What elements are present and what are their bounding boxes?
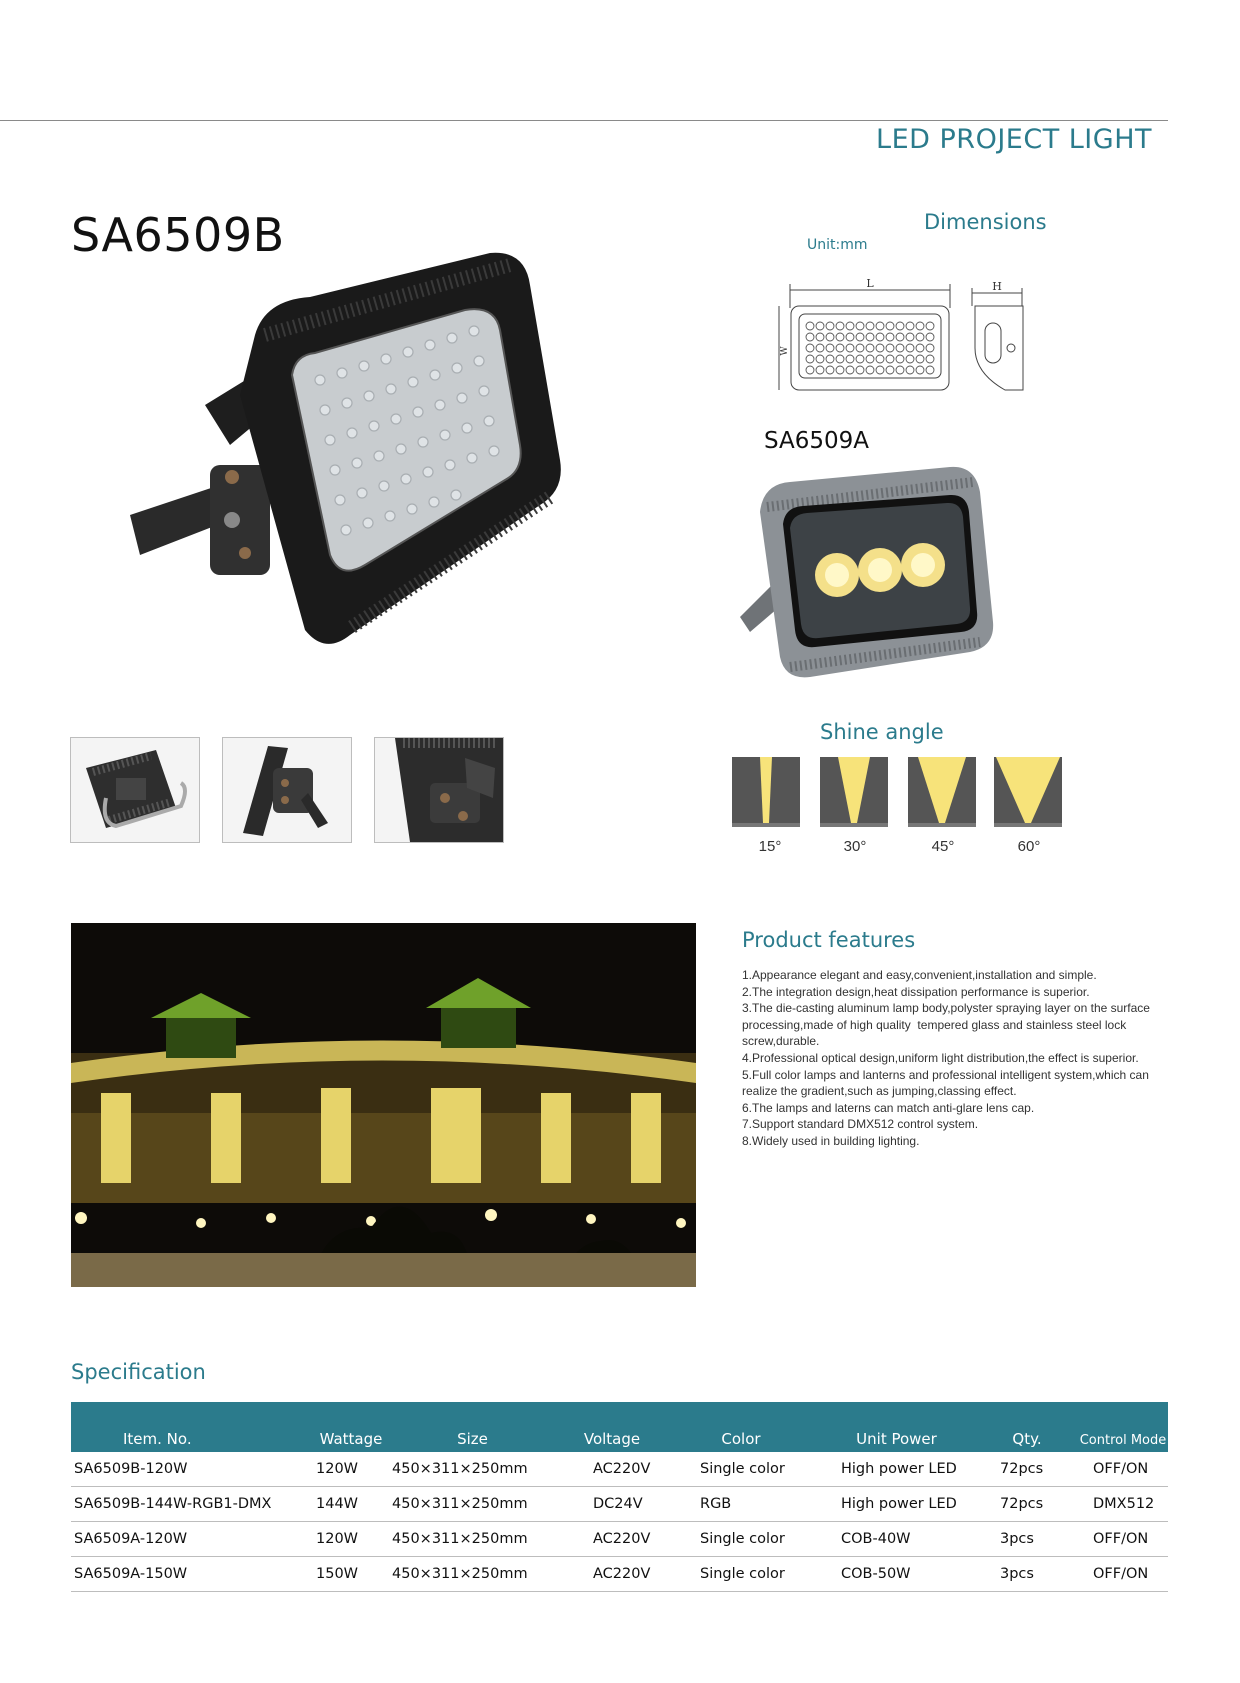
- dim-label-height: H: [992, 280, 1002, 293]
- cell-size: 450×311×250mm: [386, 1522, 559, 1557]
- feature-item: 4.Professional optical design,uniform light distribution,the effect is superior.: [742, 1050, 1139, 1065]
- features-title: Product features: [742, 928, 916, 952]
- column-header: Size: [457, 1430, 488, 1448]
- cell-voltage: AC220V: [559, 1522, 665, 1557]
- feature-item: 8.Widely used in building lighting.: [742, 1133, 920, 1148]
- cell-color: RGB: [665, 1487, 817, 1522]
- thumbnail-bracket-view[interactable]: [374, 737, 504, 843]
- specification-table: [71, 1402, 1168, 1592]
- cell-color: Single color: [665, 1452, 817, 1487]
- cell-unit-power: High power LED: [817, 1487, 976, 1522]
- main-product-image: [120, 245, 580, 685]
- cell-qty: 3pcs: [976, 1522, 1078, 1557]
- application-photo: [71, 923, 696, 1287]
- header-divider: [0, 120, 1168, 121]
- cell-size: 450×311×250mm: [386, 1557, 559, 1592]
- cell-control-mode: OFF/ON: [1078, 1452, 1168, 1487]
- cell-control-mode: OFF/ON: [1078, 1522, 1168, 1557]
- cell-control-mode: DMX512: [1078, 1487, 1168, 1522]
- cell-control-mode: OFF/ON: [1078, 1557, 1168, 1592]
- table-row: [71, 1452, 1168, 1487]
- table-row: [71, 1557, 1168, 1592]
- cell-voltage: AC220V: [559, 1557, 665, 1592]
- cell-unit-power: COB-40W: [817, 1522, 976, 1557]
- angle-45-graphic: [908, 757, 976, 827]
- angle-label-60: 60°: [1017, 838, 1041, 855]
- cell-qty: 72pcs: [976, 1487, 1078, 1522]
- cell-voltage: AC220V: [559, 1452, 665, 1487]
- angle-15-graphic: [732, 757, 800, 827]
- angle-60-graphic: [994, 757, 1062, 827]
- cell-wattage: 150W: [316, 1557, 386, 1592]
- cell-wattage: 120W: [316, 1452, 386, 1487]
- table-header-row: [71, 1402, 1168, 1452]
- angle-30-graphic: [820, 757, 888, 827]
- dimensions-diagram: [775, 278, 1035, 403]
- cell-item-no: SA6509A-150W: [71, 1557, 316, 1592]
- angle-label-45: 45°: [931, 838, 955, 855]
- dimensions-title: Dimensions: [924, 210, 1047, 234]
- cell-unit-power: COB-50W: [817, 1557, 976, 1592]
- feature-item: 7.Support standard DMX512 control system.: [742, 1117, 979, 1132]
- column-header: Qty.: [1012, 1430, 1042, 1448]
- cell-item-no: SA6509B-144W-RGB1-DMX: [71, 1487, 316, 1522]
- variant-product-image: [735, 462, 1000, 687]
- cell-color: Single color: [665, 1522, 817, 1557]
- cell-item-no: SA6509B-120W: [71, 1452, 316, 1487]
- column-header: Unit Power: [856, 1430, 937, 1448]
- column-header: Item. No.: [123, 1430, 192, 1448]
- cell-color: Single color: [665, 1557, 817, 1592]
- table-row: [71, 1522, 1168, 1557]
- column-header: Wattage: [319, 1430, 383, 1448]
- specification-title: Specification: [71, 1360, 206, 1384]
- cell-voltage: DC24V: [559, 1487, 665, 1522]
- angle-label-30: 30°: [843, 838, 867, 855]
- dimensions-unit: Unit:mm: [807, 237, 868, 253]
- cell-item-no: SA6509A-120W: [71, 1522, 316, 1557]
- bolt-icon: [225, 470, 239, 484]
- cell-size: 450×311×250mm: [386, 1487, 559, 1522]
- variant-model-title: SA6509A: [764, 428, 870, 454]
- shine-angle-title: Shine angle: [820, 720, 944, 744]
- feature-item: 3.The die-casting aluminum lamp body,polyster spraying layer on the surface processing,made of high quality tempered glass and stainless steel lock screw,durable.: [742, 1001, 1154, 1049]
- cell-wattage: 144W: [316, 1487, 386, 1522]
- cell-unit-power: High power LED: [817, 1452, 976, 1487]
- shine-angle-diagram: [732, 757, 1062, 829]
- feature-item: 2.The integration design,heat dissipation performance is superior.: [742, 984, 1090, 999]
- dim-label-length: L: [866, 278, 874, 290]
- features-list: [742, 967, 1172, 1150]
- column-header: Voltage: [583, 1430, 641, 1448]
- column-header: Control Mode: [1079, 1433, 1167, 1448]
- product-model-title: SA6509B: [71, 208, 285, 262]
- column-header: Color: [721, 1430, 761, 1448]
- angle-label-15: 15°: [758, 838, 782, 855]
- dim-label-width: W: [780, 346, 790, 356]
- page-title: LED PROJECT LIGHT: [876, 124, 1152, 155]
- cell-qty: 72pcs: [976, 1452, 1078, 1487]
- thumbnail-back-view[interactable]: [70, 737, 200, 843]
- cell-wattage: 120W: [316, 1522, 386, 1557]
- thumbnail-side-view[interactable]: [222, 737, 352, 843]
- cell-size: 450×311×250mm: [386, 1452, 559, 1487]
- feature-item: 6.The lamps and laterns can match anti-glare lens cap.: [742, 1100, 1035, 1115]
- feature-item: 1.Appearance elegant and easy,convenient,installation and simple.: [742, 968, 1097, 982]
- cell-qty: 3pcs: [976, 1557, 1078, 1592]
- feature-item: 5.Full color lamps and lanterns and professional intelligent system,which can realize the gradient,such as jumping,classing effect.: [742, 1067, 1153, 1099]
- table-row: [71, 1487, 1168, 1522]
